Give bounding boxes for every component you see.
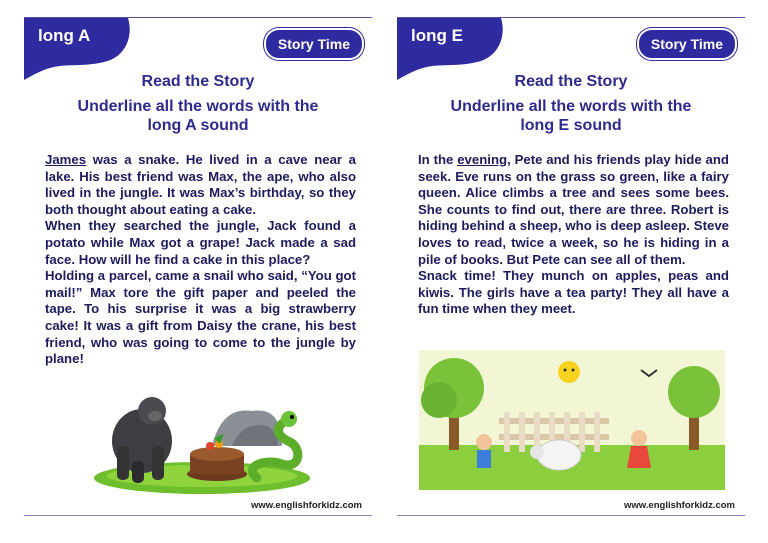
instruction: Underline all the words with the long A sound (77, 98, 319, 134)
paragraph: , Pete and his friends play hide and seek. Eve runs on the grass so green, like a fairy queen. Alice climbs a tree and sees some bees. She counts to find out, there are three. Robert is hiding behind a sheep, who is deep asleep. Steve loves to read, twice a week, so he is hiding in a pile of books. But Pete can see all of them. (418, 152, 729, 267)
rock-icon (212, 410, 282, 446)
paragraph: Holding a parcel, came a snail who said, “You got mail!” Max tore the gift paper and peeled the tape. To his surprise it was a big strawberry cake! It was a gift from Daisy the crane, his best friend, who was going to come to the jungle by plane! (45, 268, 356, 367)
jungle-illustration (92, 386, 322, 496)
sun-icon (558, 361, 580, 383)
story-time-badge: Story Time (264, 28, 364, 60)
heading: Read the Story (141, 73, 255, 90)
story-text (45, 152, 356, 368)
story-time-badge: Story Time (637, 28, 737, 60)
website-footer: www.englishforkidz.com (250, 500, 362, 511)
example-underlined-word: evening (457, 152, 508, 167)
level-label: long A (38, 26, 91, 45)
worksheet-card-long-e (397, 17, 745, 516)
paragraph: was a snake. He lived in a cave near a lake. His best friend was Max, the ape, who also lived in the jungle. It was Max’s birthday, so they both thought about eating a cake. (45, 152, 356, 217)
paragraph: Snack time! They munch on apples, peas and kiwis. The girls have a tea party! They all have a fun time when they meet. (418, 268, 729, 317)
instruction: Underline all the words with the long E sound (450, 98, 692, 134)
story-text (418, 152, 729, 318)
gorilla-icon (112, 397, 172, 483)
park-scene-illustration (419, 350, 725, 490)
website-footer: www.englishforkidz.com (623, 500, 735, 511)
child-icon (476, 434, 492, 468)
heading: Read the Story (514, 73, 628, 90)
example-underlined-word: James (45, 152, 87, 167)
paragraph-intro: In the (418, 152, 458, 167)
worksheet-card-long-a (24, 17, 372, 516)
level-label: long E (411, 26, 463, 45)
paragraph: When they searched the jungle, Jack found a potato while Max got a grape! Jack made a sad face. How will he find a cake in this place? (45, 218, 356, 267)
